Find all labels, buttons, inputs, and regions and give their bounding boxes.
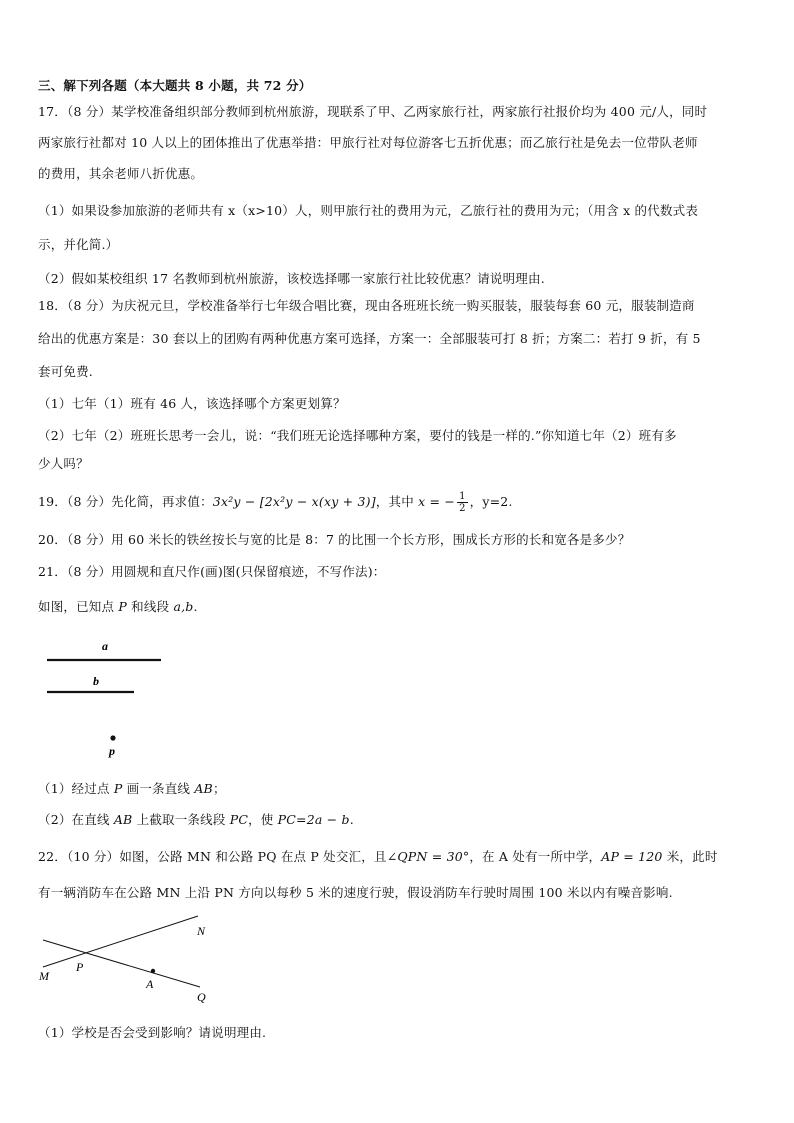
q22-line2: 有一辆消防车在公路 MN 上沿 PN 方向以每秒 5 米的速度行驶，假设消防车行驶时周围 100 米以内有噪音影响. [38, 885, 673, 900]
q21-sub2 [38, 811, 758, 829]
q22-point-a-dot [151, 969, 155, 973]
q21-label-a: a [102, 639, 108, 653]
q21-point-p-dot [110, 735, 115, 740]
q21-line2-mid: 和线段 [127, 599, 174, 614]
q19-line [38, 491, 758, 514]
q22-line1-b: ，在 A 处有一所中学， [469, 849, 602, 864]
q17-line2: 两家旅行社都对 10 人以上的团体推出了优惠举措：甲旅行社对每位游客七五折优惠；而乙旅行社是免去一位带队老师 [38, 135, 698, 150]
q21-label-b: b [93, 674, 99, 688]
q20-text: 20．（8 分）用 60 米长的铁丝按长与宽的比是 8：7 的比围一个长方形，围成长方形的长和宽各是多少？ [38, 532, 631, 547]
q21-sub2-expr: PC=2a − b [277, 812, 350, 827]
q22-line1 [38, 848, 758, 866]
q18-sub2-line1: （2）七年（2）班班长思考一会儿，说：“我们班无论选择哪种方案，要付的钱是一样的.”你知道七年（2）班有多 [38, 428, 677, 443]
q21-figure [0, 630, 300, 765]
q19-expression: 3x²y − [2x²y − x(xy + 3)] [212, 494, 376, 509]
q21-line2-prefix: 如图，已知点 [38, 599, 119, 614]
q21-sub2-end: . [349, 812, 354, 827]
q21-sub1-p: P [113, 781, 123, 796]
q21-point-p: P [118, 599, 127, 614]
q19-frac-den: 2 [459, 503, 466, 514]
q22-angle: ∠QPN = 30° [386, 849, 470, 864]
q19-x-value: x = − [418, 494, 456, 509]
q19-tail: ，y=2. [469, 494, 513, 509]
q18-line1: 18．（8 分）为庆祝元旦，学校准备举行七年级合唱比赛，现由各班班长统一购买服装，服装每套 60 元，服装制造商 [38, 298, 695, 313]
q21-segments-ab: a,b [173, 599, 194, 614]
q19-fraction [457, 491, 468, 514]
q21-sub2-prefix: （2）在直线 [38, 812, 114, 827]
q18-line2: 给出的优惠方案是：30 套以上的团购有两种优惠方案可选择，方案一：全部服装可打 8 折；方案二：若打 9 折，有 5 [38, 331, 701, 346]
q21-sub2-mid: 上截取一条线段 [132, 812, 230, 827]
q21-label-p: p [109, 744, 115, 758]
q22-label-q: Q [197, 990, 206, 1004]
q17-line1: 17．（8 分）某学校准备组织部分教师到杭州旅游，现联系了甲、乙两家旅行社，两家旅行社报价均为 400 元/人，同时 [38, 104, 708, 119]
q21-sub1-prefix: （1）经过点 [38, 781, 114, 796]
q17-sub1-line2: 示，并化简.） [38, 237, 119, 252]
q19-frac-num: 1 [459, 491, 466, 502]
q22-road-mn [43, 916, 198, 967]
q21-line1: 21．（8 分）用圆规和直尺作(画)图(只保留痕迹，不写作法)： [38, 564, 386, 579]
q22-label-p: P [76, 960, 84, 974]
q22-line1-a: 22．（10 分）如图，公路 MN 和公路 PQ 在点 P 处交汇，且 [38, 849, 387, 864]
q17-line3: 的费用，其余老师八折优惠。 [38, 166, 204, 181]
q21-sub1-mid: 画一条直线 [122, 781, 195, 796]
q21-sub1-end: ； [212, 781, 226, 796]
q21-line2-end: . [193, 599, 198, 614]
q21-sub2-mid2: ，使 [248, 812, 278, 827]
q21-sub2-ab: AB [113, 812, 133, 827]
q22-label-m: M [39, 969, 49, 983]
q17-sub2: （2）假如某校组织 17 名教师到杭州旅游，该校选择哪一家旅行社比较优惠？请说明理由. [38, 271, 545, 286]
q18-sub2-line2: 少人吗？ [38, 456, 89, 471]
q22-figure [0, 905, 260, 1010]
section-heading: 三、解下列各题（本大题共 8 小题，共 72 分） [38, 78, 312, 93]
q19-mid: ，其中 [375, 494, 419, 509]
q22-ap: AP = 120 [601, 849, 663, 864]
q21-line2 [38, 598, 758, 616]
q21-sub1-ab: AB [194, 781, 213, 796]
q21-sub2-pc: PC [229, 812, 249, 827]
q22-sub1: （1）学校是否会受到影响？请说明理由. [38, 1025, 267, 1040]
q17-sub1-line1: （1）如果设参加旅游的老师共有 x（x>10）人，则甲旅行社的费用为元，乙旅行社的费用为元；（用含 x 的代数式表 [38, 203, 699, 218]
q22-line1-c: 米，此时 [662, 849, 718, 864]
q21-sub1 [38, 780, 758, 798]
q22-label-a: A [146, 977, 154, 991]
q19-prefix: 19．（8 分）先化简，再求值： [38, 494, 213, 509]
q22-label-n: N [197, 924, 206, 938]
q18-line3: 套可免费. [38, 364, 93, 379]
q22-road-pq [43, 940, 200, 987]
q18-sub1: （1）七年（1）班有 46 人，该选择哪个方案更划算？ [38, 396, 346, 411]
